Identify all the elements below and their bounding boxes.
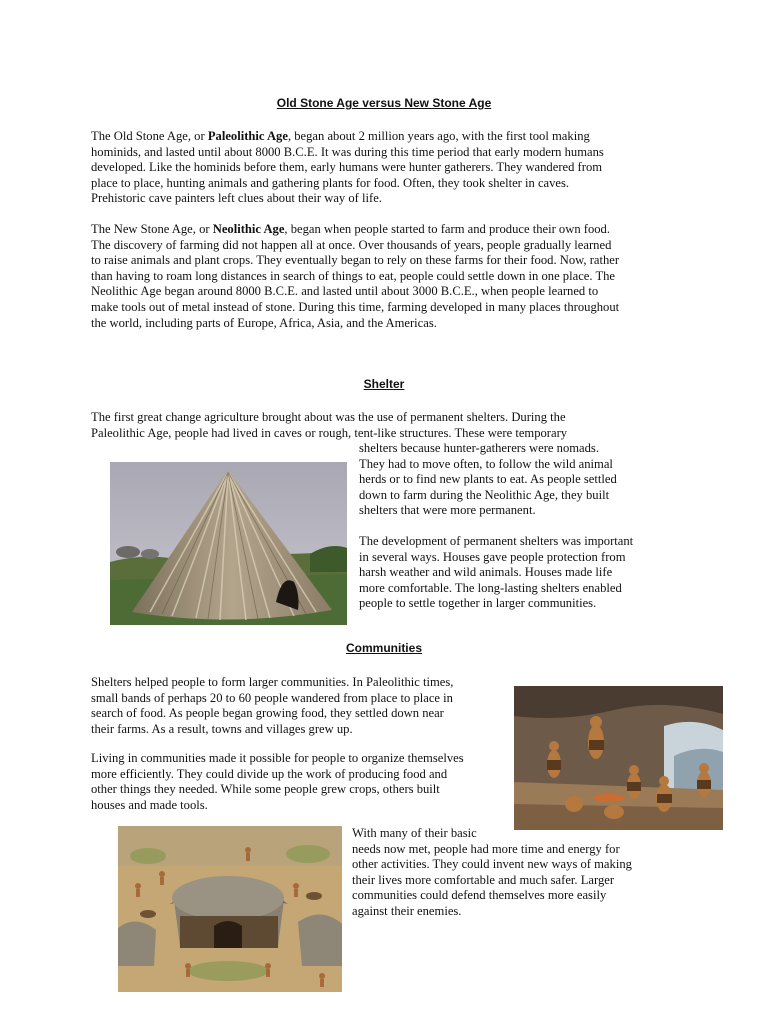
communities-paragraph-3: With many of their basic needs now met, people had more time and energy for other activities. They could invent new ways of making their lives more comfortable and much safer. Larger communities could defend themselves more easily against their enemies. [352, 826, 632, 918]
paleolithic-term: Paleolithic Age [207, 129, 288, 143]
page-title: Old Stone Age versus New Stone Age [276, 96, 492, 110]
communities-paragraph-2: Living in communities made it possible for people to organize themselves more efficiently. They could divide up the work of producing food and other things they needed. While some people grew crops, others built houses and made tools. [91, 751, 464, 812]
thatched-hut-photo [110, 462, 347, 625]
neolithic-village-illustration [118, 826, 342, 992]
intro-p1-body: , began about 2 million years ago, with the first tool making hominids, and lasted until about 8000 B.C.E. It was during this time period that early modern humans developed. Like the hominids before them, early humans were hunter gatherers. They wandered from place to place, hunting animals and gathering plants for food. Often, they took shelter in caves. Prehistoric cave painters left clues about their way of life. [91, 129, 604, 206]
intro-p1-lead: The Old Stone Age, or [91, 129, 208, 143]
shelter-heading: Shelter [363, 377, 405, 391]
communities-paragraph-1: Shelters helped people to form larger communities. In Paleolithic times, small bands of perhaps 20 to 60 people wandered from place to place in search of food. As people began growing food, they settled down near their farms. As a result, towns and villages grew up. [91, 675, 454, 736]
cave-dwellers-illustration [514, 686, 723, 830]
intro-p2-body: , began when people started to farm and produce their own food. The discovery of farming did not happen all at once. Over thousands of years, people gradually learned to raise animals and plant crops. They eventually began to rely on these farms for their food. Now, rather than having to roam long distances in search of things to eat, people could settle down in one place. The Neolithic Age began around 8000 B.C.E. and lasted until about 3000 B.C.E., when people learned to make tools out of metal instead of stone. During this time, farming developed in many places throughout the world, including parts of Europe, Africa, Asia, and the Americas. [91, 222, 620, 330]
shelter-paragraph-1: The first great change agriculture brought about was the use of permanent shelters. During the Paleolithic Age, people had lived in caves or rough, tent-like structures. These were temporary [91, 410, 568, 440]
neolithic-term: Neolithic Age [212, 222, 285, 236]
communities-heading: Communities [345, 641, 422, 655]
shelter-paragraph-1-continued: shelters because hunter-gatherers were nomads. They had to move often, to follow the wild animal herds or to find new plants to eat. As people settled down to farm during the Neolithic Age, they built shelters that were more permanent. [359, 441, 617, 518]
intro-paragraph-paleolithic [91, 129, 604, 207]
intro-paragraph-neolithic [91, 222, 619, 331]
intro-p2-lead: The New Stone Age, or [91, 222, 213, 236]
shelter-paragraph-2: The development of permanent shelters was important in several ways. Houses gave people protection from harsh weather and wild animals. Houses made life more comfortable. The long-lasting shelters enabled people to settle together in larger communities. [359, 534, 634, 611]
